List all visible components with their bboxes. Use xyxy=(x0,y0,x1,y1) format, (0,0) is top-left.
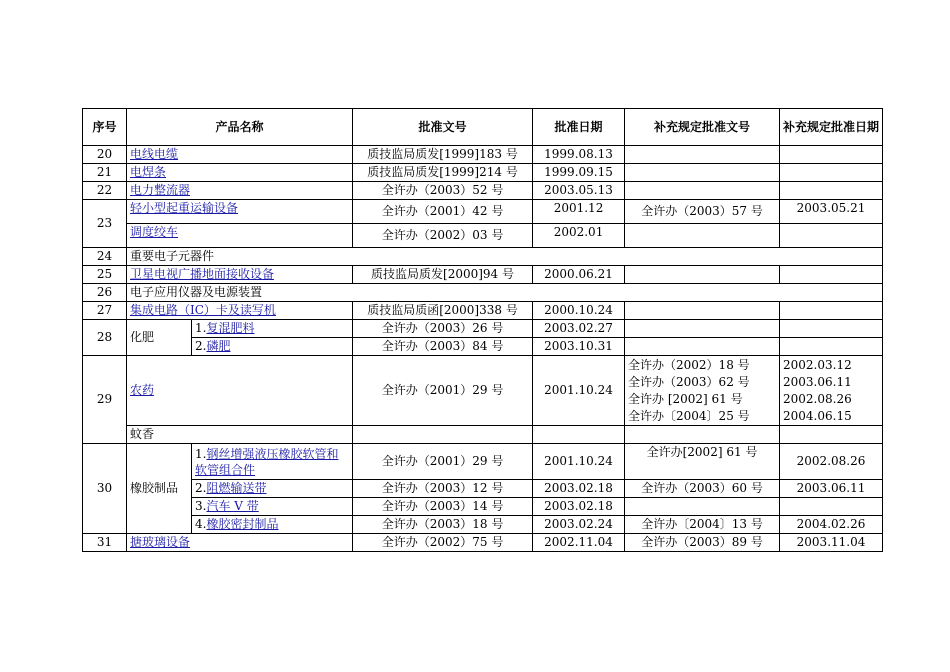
row-no: 21 xyxy=(83,164,127,182)
supp-doc: 全许办（2003）89 号 xyxy=(625,534,780,552)
table-row xyxy=(83,338,883,356)
product-link-text[interactable]: 调度绞车 xyxy=(130,225,179,239)
group-label: 橡胶制品 xyxy=(127,444,192,534)
supp-date: 2002.03.12 xyxy=(783,357,852,372)
approval-date: 2003.10.31 xyxy=(533,338,625,356)
supp-date: 2003.06.11 xyxy=(780,480,883,498)
header-approval-date: 批准日期 xyxy=(533,109,625,146)
item-prefix: 1. xyxy=(195,446,207,461)
row-no: 23 xyxy=(83,200,127,248)
product-link[interactable] xyxy=(127,302,353,320)
supp-date xyxy=(780,146,883,164)
product-link-text[interactable]: 磷肥 xyxy=(206,339,231,353)
supp-date xyxy=(780,266,883,284)
table-row xyxy=(83,356,883,426)
row-no: 26 xyxy=(83,284,127,302)
table-row xyxy=(83,444,883,480)
approval-date: 2002.01 xyxy=(533,224,625,248)
product-link-text[interactable]: 电焊条 xyxy=(130,165,167,179)
product-link-text[interactable]: 汽车 V 带 xyxy=(206,499,259,513)
product-link[interactable] xyxy=(127,164,353,182)
approval-date: 1999.08.13 xyxy=(533,146,625,164)
table-row xyxy=(83,146,883,164)
supp-date: 2003.11.04 xyxy=(780,534,883,552)
header-supp-date: 补充规定批准日期 xyxy=(780,109,883,146)
table-row xyxy=(83,516,883,534)
supp-date: 2004.06.15 xyxy=(783,408,852,423)
item-prefix: 2. xyxy=(195,339,207,353)
product-link-text[interactable]: 电线电缆 xyxy=(130,147,179,161)
table-row xyxy=(83,498,883,516)
row-no: 31 xyxy=(83,534,127,552)
approval-doc: 全许办（2001）29 号 xyxy=(353,444,533,480)
item-prefix: 3. xyxy=(195,499,207,513)
approval-doc: 全许办（2002）03 号 xyxy=(353,224,533,248)
row-no: 20 xyxy=(83,146,127,164)
supp-doc xyxy=(625,320,780,338)
group-label: 化肥 xyxy=(127,320,192,356)
supp-date xyxy=(780,498,883,516)
supp-doc xyxy=(625,182,780,200)
table-row xyxy=(83,284,883,302)
supp-date: 2002.08.26 xyxy=(780,444,883,480)
supp-date: 2002.08.26 xyxy=(783,391,852,406)
approval-doc xyxy=(353,426,533,444)
supp-doc xyxy=(625,146,780,164)
table-row xyxy=(83,164,883,182)
table-row xyxy=(83,480,883,498)
table-row xyxy=(83,248,883,266)
supp-date: 2003.05.21 xyxy=(780,200,883,224)
product-link[interactable] xyxy=(192,516,353,534)
supp-doc xyxy=(625,498,780,516)
product-link-text[interactable]: 电力整流器 xyxy=(130,183,191,197)
table-row xyxy=(83,426,883,444)
supp-doc xyxy=(625,224,780,248)
row-no: 24 xyxy=(83,248,127,266)
supp-doc xyxy=(625,164,780,182)
approval-date: 2003.02.27 xyxy=(533,320,625,338)
supp-doc xyxy=(625,266,780,284)
supp-date xyxy=(780,224,883,248)
supp-doc: 全许办（2003）62 号 xyxy=(628,374,750,389)
approval-doc: 全许办（2003）26 号 xyxy=(353,320,533,338)
approval-doc: 全许办（2003）12 号 xyxy=(353,480,533,498)
supp-date xyxy=(780,182,883,200)
approval-doc: 全许办（2002）75 号 xyxy=(353,534,533,552)
approval-date: 2001.10.24 xyxy=(533,356,625,426)
product-link-text[interactable]: 橡胶密封制品 xyxy=(206,517,279,531)
item-prefix: 4. xyxy=(195,517,207,531)
approval-date: 2002.11.04 xyxy=(533,534,625,552)
supp-doc: 全许办（2003）57 号 xyxy=(625,200,780,224)
approval-date xyxy=(533,426,625,444)
supp-doc xyxy=(625,426,780,444)
supp-date xyxy=(780,164,883,182)
approval-doc: 全许办（2001）29 号 xyxy=(353,356,533,426)
table-row xyxy=(83,302,883,320)
product-link[interactable] xyxy=(127,224,353,248)
supp-date-list xyxy=(780,356,883,426)
supp-date xyxy=(780,320,883,338)
product-name: 蚊香 xyxy=(127,426,353,444)
product-link[interactable] xyxy=(192,498,353,516)
row-no: 30 xyxy=(83,444,127,534)
supp-doc xyxy=(625,302,780,320)
product-link-text[interactable]: 复混肥料 xyxy=(206,321,255,335)
approval-doc: 全许办（2001）42 号 xyxy=(353,200,533,224)
supp-doc: 全许办 [2002] 61 号 xyxy=(628,391,743,406)
approval-doc: 全许办（2003）14 号 xyxy=(353,498,533,516)
supp-doc: 全许办[2002] 61 号 xyxy=(625,444,780,480)
supp-doc: 全许办（2002）18 号 xyxy=(628,357,750,372)
table-row xyxy=(83,224,883,248)
product-link[interactable] xyxy=(127,146,353,164)
approval-date: 2003.02.24 xyxy=(533,516,625,534)
supp-doc: 全许办（2003）60 号 xyxy=(625,480,780,498)
approval-doc: 质技监局质发[2000]94 号 xyxy=(353,266,533,284)
product-link[interactable] xyxy=(192,338,353,356)
product-link[interactable] xyxy=(127,266,353,284)
product-link-text[interactable]: 搪玻璃设备 xyxy=(130,535,191,549)
item-prefix: 2. xyxy=(195,481,207,495)
approval-date: 1999.09.15 xyxy=(533,164,625,182)
approval-date: 2003.05.13 xyxy=(533,182,625,200)
table-row xyxy=(83,200,883,224)
row-no: 28 xyxy=(83,320,127,356)
supp-date xyxy=(780,338,883,356)
approval-doc: 质技监局质函[2000]338 号 xyxy=(353,302,533,320)
approval-table xyxy=(82,108,883,552)
product-link[interactable] xyxy=(192,320,353,338)
item-prefix: 1. xyxy=(195,321,207,335)
product-link-text[interactable]: 卫星电视广播地面接收设备 xyxy=(130,267,275,281)
table-row xyxy=(83,534,883,552)
row-no: 29 xyxy=(83,356,127,444)
approval-doc: 质技监局质发[1999]183 号 xyxy=(353,146,533,164)
approval-date: 2003.02.18 xyxy=(533,480,625,498)
supp-doc: 全许办〔2004〕13 号 xyxy=(625,516,780,534)
supp-doc xyxy=(625,338,780,356)
approval-doc: 全许办（2003）18 号 xyxy=(353,516,533,534)
approval-date: 2003.02.18 xyxy=(533,498,625,516)
product-link[interactable] xyxy=(192,480,353,498)
product-link-text[interactable]: 阻燃输送带 xyxy=(206,481,267,495)
product-link[interactable] xyxy=(127,200,353,224)
table-row xyxy=(83,182,883,200)
product-link-text[interactable]: 钢丝增强液压橡胶软管和软管组合件 xyxy=(195,446,339,477)
header-supp-doc: 补充规定批准文号 xyxy=(625,109,780,146)
approval-date: 2000.06.21 xyxy=(533,266,625,284)
supp-date: 2003.06.11 xyxy=(783,374,852,389)
supp-date xyxy=(780,302,883,320)
table-row xyxy=(83,266,883,284)
approval-doc: 全许办（2003）52 号 xyxy=(353,182,533,200)
product-link[interactable] xyxy=(127,182,353,200)
product-link[interactable] xyxy=(192,444,353,480)
approval-date: 2001.10.24 xyxy=(533,444,625,480)
table-header-row xyxy=(83,109,883,146)
row-no: 22 xyxy=(83,182,127,200)
product-link[interactable] xyxy=(127,356,353,426)
table-row xyxy=(83,320,883,338)
supp-doc-list xyxy=(625,356,780,426)
category-label: 重要电子元器件 xyxy=(127,248,883,266)
approval-date: 2001.12 xyxy=(533,200,625,224)
row-no: 25 xyxy=(83,266,127,284)
supp-date xyxy=(780,426,883,444)
category-label: 电子应用仪器及电源装置 xyxy=(127,284,883,302)
header-product-name: 产品名称 xyxy=(127,109,353,146)
supp-date: 2004.02.26 xyxy=(780,516,883,534)
header-no: 序号 xyxy=(83,109,127,146)
row-no: 27 xyxy=(83,302,127,320)
supp-doc: 全许办〔2004〕25 号 xyxy=(628,408,750,423)
product-link-text[interactable]: 集成电路（IC）卡及读写机 xyxy=(130,303,276,317)
product-link[interactable] xyxy=(127,534,353,552)
product-link-text[interactable]: 轻小型起重运输设备 xyxy=(130,201,239,215)
header-approval-doc: 批准文号 xyxy=(353,109,533,146)
product-link-text[interactable]: 农药 xyxy=(130,383,155,397)
approval-date: 2000.10.24 xyxy=(533,302,625,320)
approval-doc: 全许办（2003）84 号 xyxy=(353,338,533,356)
approval-doc: 质技监局质发[1999]214 号 xyxy=(353,164,533,182)
